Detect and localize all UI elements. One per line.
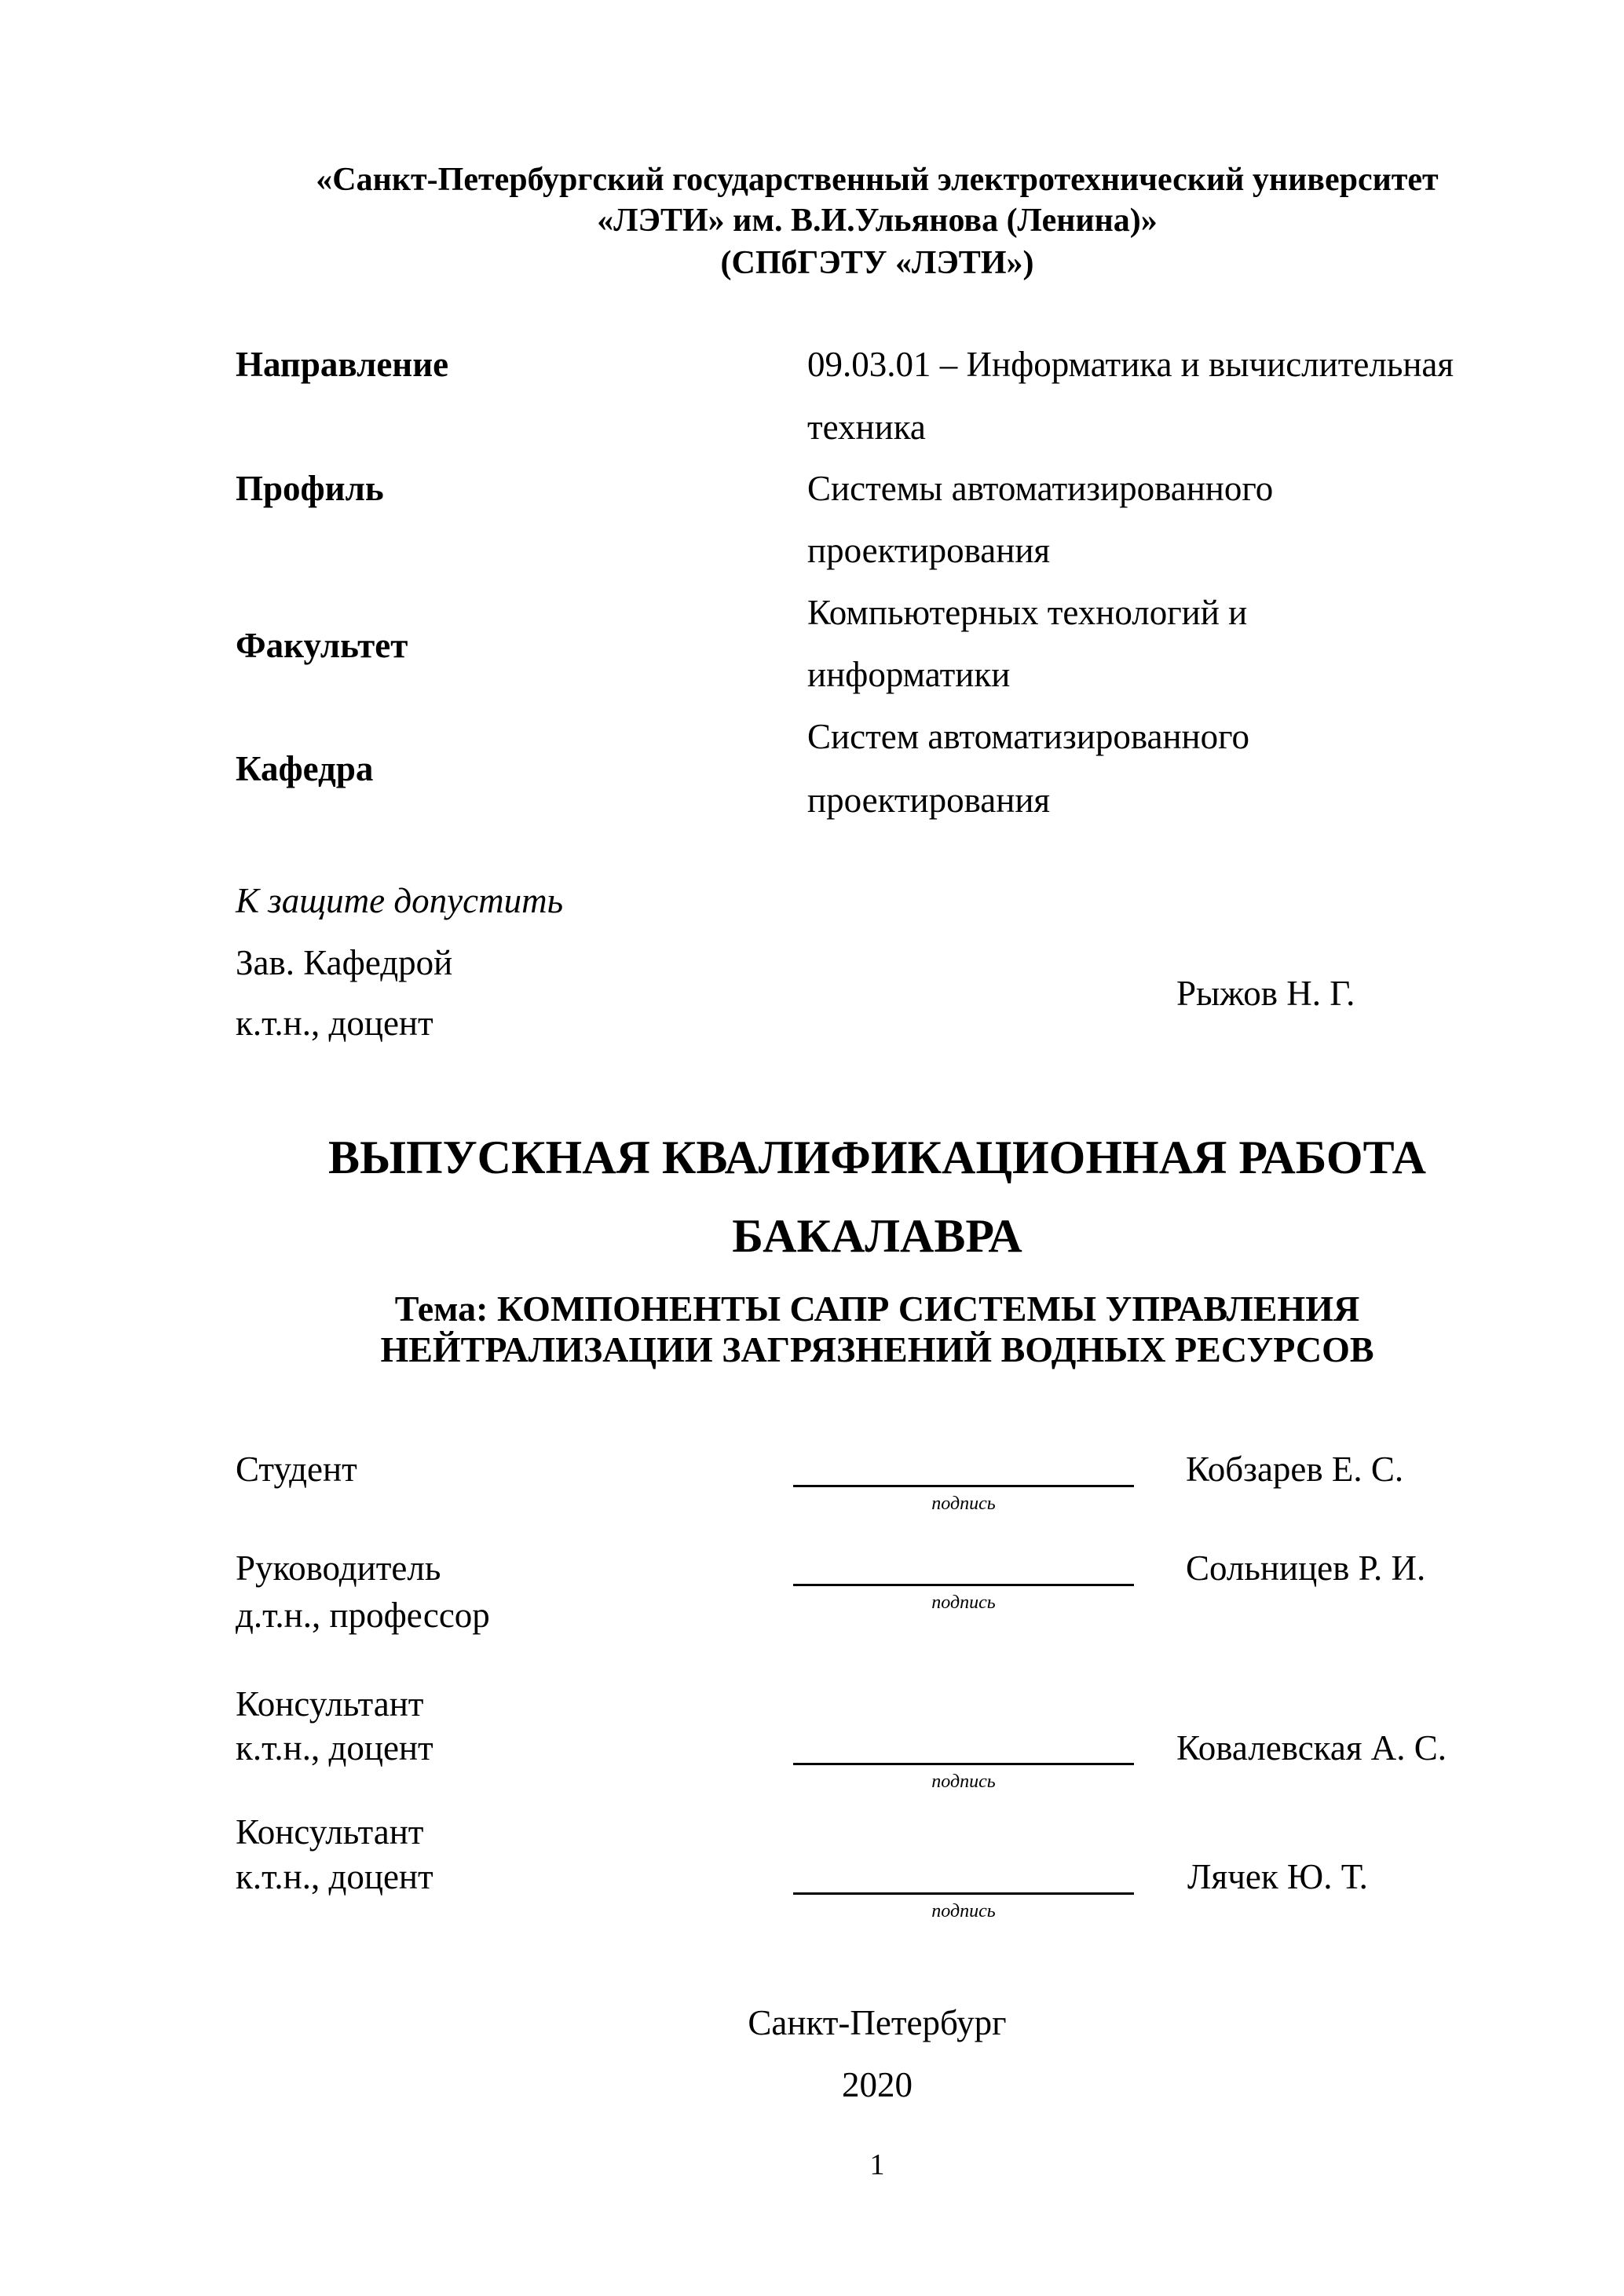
consultant-2-signature-line xyxy=(793,1892,1134,1895)
department-value-line-1: Систем автоматизированного xyxy=(807,717,1249,756)
page-number: 1 xyxy=(869,2148,885,2181)
direction-label: Направление xyxy=(236,345,449,384)
topic-line-2: НЕЙТРАЛИЗАЦИИ ЗАГРЯЗНЕНИЙ ВОДНЫХ РЕСУРСОВ xyxy=(380,1329,1374,1369)
year: 2020 xyxy=(842,2065,913,2104)
supervisor-degree: д.т.н., профессор xyxy=(236,1596,490,1635)
consultant-1-degree: к.т.н., доцент xyxy=(236,1728,433,1768)
department-value-line-2: проектирования xyxy=(807,781,1051,820)
consultant-1-signature-caption: подпись xyxy=(931,1771,996,1792)
document-title-line-2: БАКАЛАВРА xyxy=(732,1210,1022,1262)
supervisor-signature-line xyxy=(793,1584,1134,1586)
faculty-value-line-1: Компьютерных технологий и xyxy=(807,593,1248,632)
profile-value-line-1: Системы автоматизированного xyxy=(807,469,1274,508)
faculty-value-line-2: информатики xyxy=(807,655,1011,694)
approval-degree: к.т.н., доцент xyxy=(236,1004,433,1043)
student-name: Кобзарев Е. С. xyxy=(1186,1450,1404,1489)
consultant-2-signature-caption: подпись xyxy=(931,1901,996,1921)
student-signature-line xyxy=(793,1485,1134,1487)
profile-value-line-2: проектирования xyxy=(807,531,1051,570)
consultant-2-degree: к.т.н., доцент xyxy=(236,1857,433,1896)
consultant-2-role: Консультант xyxy=(236,1812,424,1852)
supervisor-name: Сольницев Р. И. xyxy=(1186,1548,1426,1588)
city: Санкт-Петербург xyxy=(748,2003,1007,2042)
document-title-line-1: ВЫПУСКНАЯ КВАЛИФИКАЦИОННАЯ РАБОТА xyxy=(328,1132,1426,1183)
consultant-1-signature-line xyxy=(793,1763,1134,1765)
topic-line-1: Тема: КОМПОНЕНТЫ САПР СИСТЕМЫ УПРАВЛЕНИЯ xyxy=(394,1289,1360,1329)
profile-label: Профиль xyxy=(236,469,384,508)
direction-value-line-1: 09.03.01 – Информатика и вычислительная xyxy=(807,345,1454,384)
approval-note: К защите допустить xyxy=(236,881,564,920)
student-signature-caption: подпись xyxy=(931,1493,996,1514)
department-label: Кафедра xyxy=(236,749,374,788)
consultant-2-name: Лячек Ю. Т. xyxy=(1187,1857,1368,1896)
faculty-label: Факультет xyxy=(236,626,408,665)
direction-value-line-2: техника xyxy=(807,408,926,447)
approval-name: Рыжов Н. Г. xyxy=(1176,974,1355,1013)
student-role: Студент xyxy=(236,1450,357,1489)
supervisor-role: Руководитель xyxy=(236,1548,441,1588)
consultant-1-role: Консультант xyxy=(236,1684,424,1724)
university-abbreviation: (СПбГЭТУ «ЛЭТИ») xyxy=(720,245,1034,281)
university-name-line-1: «Санкт-Петербургский государственный электротехнический университет xyxy=(316,162,1439,198)
university-name-line-2: «ЛЭТИ» им. В.И.Ульянова (Ленина)» xyxy=(597,203,1158,239)
supervisor-signature-caption: подпись xyxy=(931,1592,996,1613)
consultant-1-name: Ковалевская А. С. xyxy=(1176,1728,1447,1768)
approval-position: Зав. Кафедрой xyxy=(236,943,453,982)
